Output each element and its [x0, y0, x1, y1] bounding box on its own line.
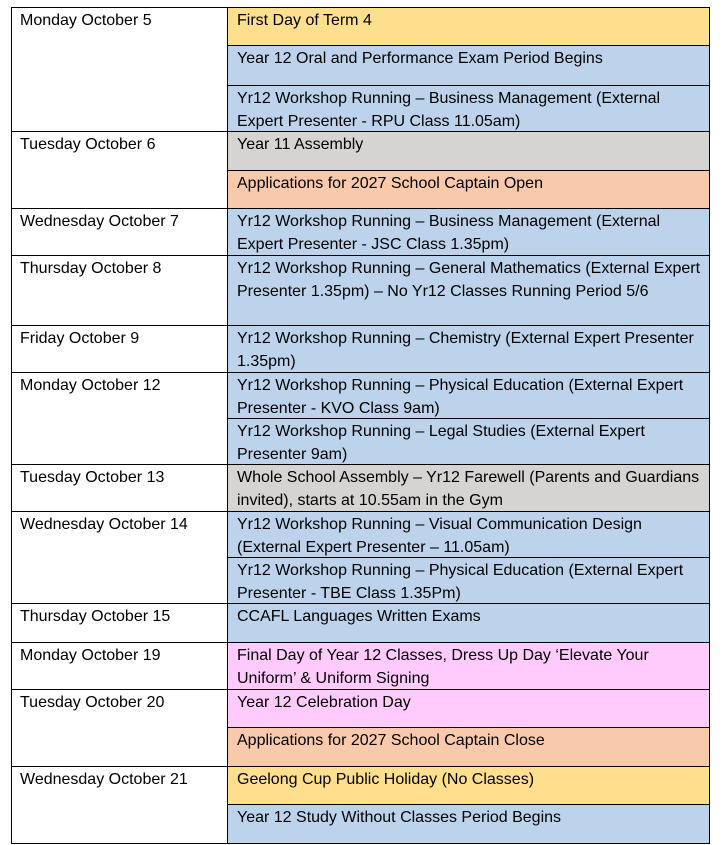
date-label: Friday October 9	[20, 330, 140, 347]
events-cell	[228, 132, 710, 209]
events-cell	[228, 690, 710, 767]
date-label: Tuesday October 6	[20, 136, 156, 153]
calendar-row	[12, 326, 710, 373]
calendar-row	[12, 643, 710, 690]
date-label: Monday October 12	[20, 377, 161, 394]
event-item: Yr12 Workshop Running – Physical Education (External Expert Presenter - KVO Class 9am)	[228, 373, 709, 419]
event-item: Final Day of Year 12 Classes, Dress Up Day ‘Elevate Your Uniform’ & Uniform Signing	[228, 643, 709, 689]
events-cell	[228, 643, 710, 690]
date-cell	[12, 256, 228, 326]
date-label: Monday October 5	[20, 12, 152, 29]
event-item: First Day of Term 4	[228, 8, 709, 46]
date-cell	[12, 132, 228, 209]
date-cell	[12, 465, 228, 512]
calendar-row	[12, 209, 710, 256]
date-cell	[12, 767, 228, 844]
date-cell	[12, 690, 228, 767]
date-label: Monday October 19	[20, 647, 161, 664]
calendar-row	[12, 604, 710, 643]
calendar-row	[12, 256, 710, 326]
event-item: Year 12 Study Without Classes Period Begins	[228, 805, 709, 843]
event-item: Year 12 Celebration Day	[228, 690, 709, 728]
event-item: Year 12 Oral and Performance Exam Period Begins	[228, 46, 709, 86]
calendar-row	[12, 8, 710, 132]
date-label: Tuesday October 20	[20, 694, 165, 711]
events-cell	[228, 209, 710, 256]
date-label: Thursday October 8	[20, 260, 162, 277]
date-label: Wednesday October 14	[20, 516, 188, 533]
calendar-row	[12, 132, 710, 209]
calendar-row	[12, 465, 710, 512]
date-label: Wednesday October 7	[20, 213, 179, 230]
calendar-row	[12, 512, 710, 604]
event-item: Yr12 Workshop Running – Legal Studies (External Expert Presenter 9am)	[228, 419, 709, 464]
events-cell	[228, 326, 710, 373]
event-item: Yr12 Workshop Running – Physical Education (External Expert Presenter - TBE Class 1.35Pm)	[228, 558, 709, 603]
date-cell	[12, 512, 228, 604]
events-cell	[228, 604, 710, 643]
events-cell	[228, 767, 710, 844]
date-label: Wednesday October 21	[20, 771, 188, 788]
event-item: Applications for 2027 School Captain Close	[228, 728, 709, 766]
event-item: Yr12 Workshop Running – Chemistry (External Expert Presenter 1.35pm)	[228, 326, 709, 372]
date-cell	[12, 209, 228, 256]
events-cell	[228, 465, 710, 512]
date-cell	[12, 373, 228, 465]
events-cell	[228, 373, 710, 465]
events-cell	[228, 256, 710, 326]
date-label: Tuesday October 13	[20, 469, 165, 486]
date-cell	[12, 326, 228, 373]
date-label: Thursday October 15	[20, 608, 171, 625]
event-item: Applications for 2027 School Captain Open	[228, 171, 709, 208]
term-calendar-table	[11, 7, 710, 844]
event-item: Year 11 Assembly	[228, 132, 709, 171]
event-item: Geelong Cup Public Holiday (No Classes)	[228, 767, 709, 805]
calendar-row	[12, 767, 710, 844]
date-cell	[12, 8, 228, 132]
date-cell	[12, 643, 228, 690]
event-item: Whole School Assembly – Yr12 Farewell (Parents and Guardians invited), starts at 10.55am in the Gym	[228, 465, 709, 511]
events-cell	[228, 8, 710, 132]
calendar-row	[12, 373, 710, 465]
calendar-body	[12, 8, 710, 844]
event-item: Yr12 Workshop Running – Business Management (External Expert Presenter - JSC Class 1.35pm)	[228, 209, 709, 255]
calendar-row	[12, 690, 710, 767]
event-item: CCAFL Languages Written Exams	[228, 604, 709, 642]
event-item: Yr12 Workshop Running – Visual Communication Design (External Expert Presenter – 11.05am)	[228, 512, 709, 558]
event-item: Yr12 Workshop Running – General Mathematics (External Expert Presenter 1.35pm) – No Yr12 Classes Running Period 5/6	[228, 256, 709, 325]
events-cell	[228, 512, 710, 604]
event-item: Yr12 Workshop Running – Business Management (External Expert Presenter - RPU Class 11.05am)	[228, 86, 709, 131]
date-cell	[12, 604, 228, 643]
